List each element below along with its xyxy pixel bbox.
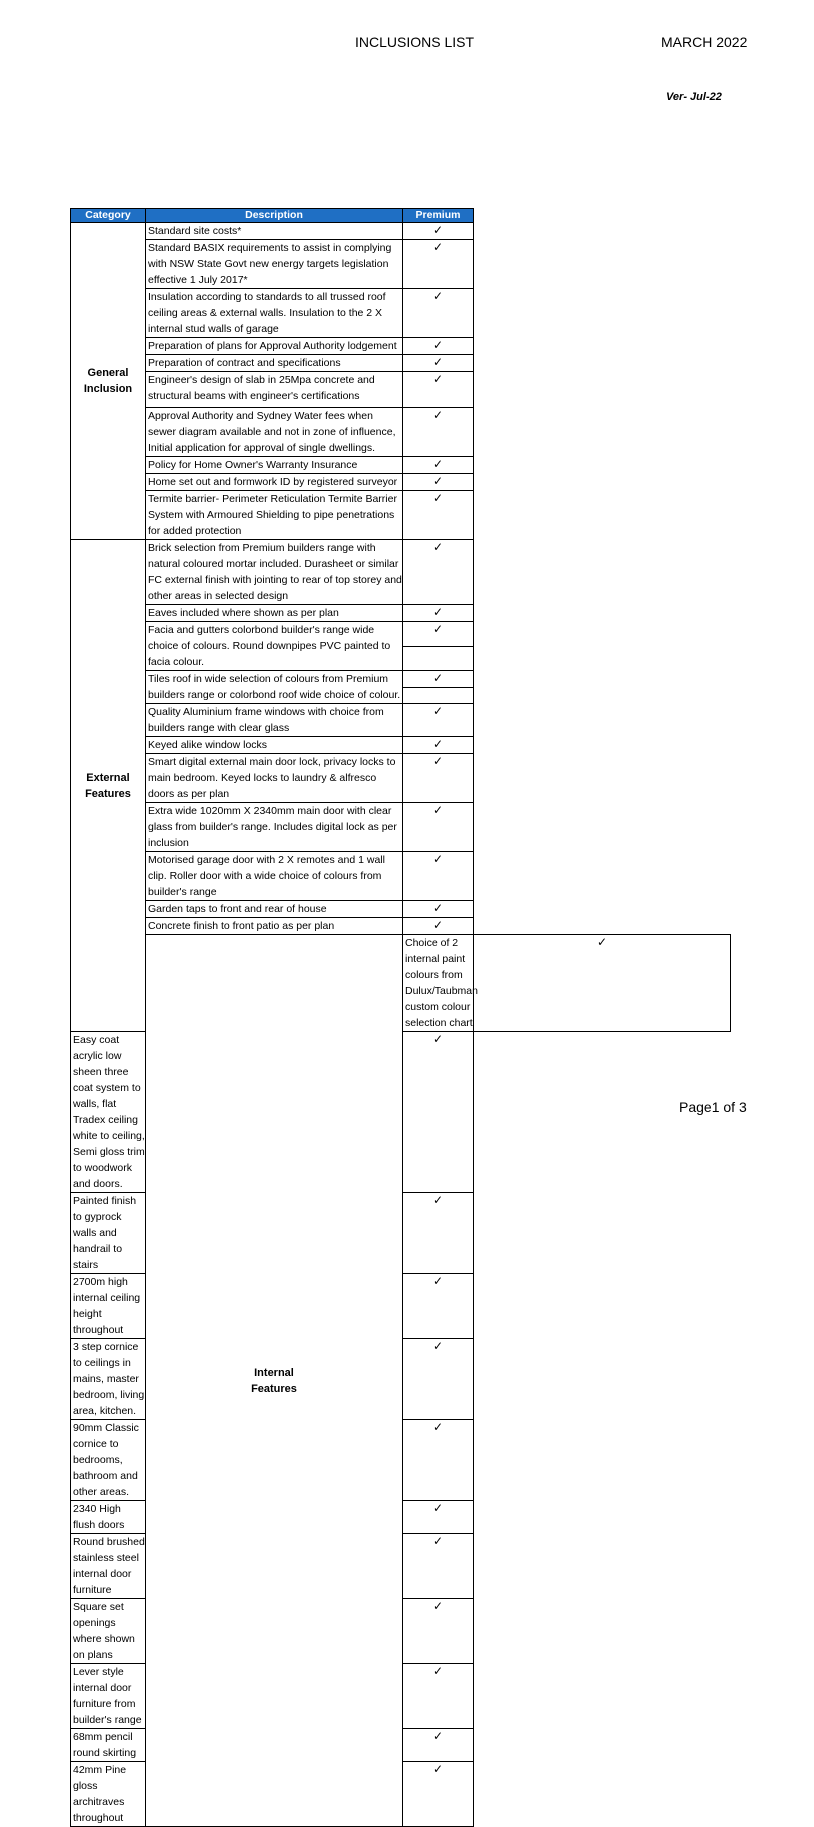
row-description: Preparation of contract and specifications <box>146 355 403 372</box>
premium-check: ✓ <box>403 1032 474 1193</box>
document-title: INCLUSIONS LIST <box>355 34 475 50</box>
premium-check: ✓ <box>403 457 474 474</box>
document-date: MARCH 2022 <box>661 34 748 50</box>
premium-check: ✓ <box>403 918 474 935</box>
table-row <box>71 605 731 622</box>
premium-check: ✓ <box>403 372 474 408</box>
row-description: Motorised garage door with 2 X remotes and 1 wall clip. Roller door with a wide choice of colours from builder's range <box>146 852 403 901</box>
premium-check: ✓ <box>403 1339 474 1420</box>
premium-check: ✓ <box>403 1501 474 1534</box>
row-description: Keyed alike window locks <box>146 737 403 754</box>
premium-check: ✓ <box>403 289 474 338</box>
row-description: Termite barrier- Perimeter Reticulation Termite Barrier System with Armoured Shielding to pipe penetrations for added protection <box>146 491 403 540</box>
row-description: 2700m high internal ceiling height throughout <box>71 1274 146 1339</box>
row-description: Eaves included where shown as per plan <box>146 605 403 622</box>
premium-check: ✓ <box>403 1274 474 1339</box>
premium-check: ✓ <box>474 935 731 1032</box>
header-premium: Premium <box>403 209 474 223</box>
row-description: Brick selection from Premium builders range with natural coloured mortar included. Durasheet or similar FC external finish with jointing to rear of top storey and other areas in selected design <box>146 540 403 605</box>
row-description: Painted finish to gyprock walls and handrail to stairs <box>71 1193 146 1274</box>
premium-check: ✓ <box>403 240 474 289</box>
category-internal: Internal Features <box>146 935 403 1827</box>
table-row <box>71 737 731 754</box>
premium-check: ✓ <box>403 1729 474 1762</box>
premium-check: ✓ <box>403 408 474 457</box>
premium-check: ✓ <box>403 1599 474 1664</box>
row-description: 68mm pencil round skirting <box>71 1729 146 1762</box>
row-description: Standard BASIX requirements to assist in complying with NSW State Govt new energy targets legislation effective 1 July 2017* <box>146 240 403 289</box>
table-row <box>71 622 731 647</box>
table-row <box>71 355 731 372</box>
table-row <box>71 704 731 737</box>
table-row <box>71 289 731 338</box>
row-description: 2340 High flush doors <box>71 1501 146 1534</box>
version-label: Ver- Jul-22 <box>666 91 722 103</box>
table-row <box>71 240 731 289</box>
row-description: Engineer's design of slab in 25Mpa concrete and structural beams with engineer's certifications <box>146 372 403 408</box>
header-description: Description <box>146 209 403 223</box>
premium-check: ✓ <box>403 737 474 754</box>
premium-empty-cell <box>403 646 474 671</box>
table-row <box>71 223 731 240</box>
table-row <box>71 540 731 605</box>
premium-check: ✓ <box>403 605 474 622</box>
premium-check: ✓ <box>403 852 474 901</box>
table-row <box>71 852 731 901</box>
premium-check: ✓ <box>403 803 474 852</box>
inclusions-table <box>70 208 731 1827</box>
row-description: Garden taps to front and rear of house <box>146 901 403 918</box>
table-row <box>71 901 731 918</box>
table-row <box>71 474 731 491</box>
table-row <box>71 372 731 408</box>
premium-check: ✓ <box>403 491 474 540</box>
row-description: Lever style internal door furniture from builder's range <box>71 1664 146 1729</box>
row-description: Concrete finish to front patio as per plan <box>146 918 403 935</box>
row-description: Standard site costs* <box>146 223 403 240</box>
premium-check: ✓ <box>403 540 474 605</box>
row-description: Home set out and formwork ID by registered surveyor <box>146 474 403 491</box>
row-description: Easy coat acrylic low sheen three coat system to walls, flat Tradex ceiling white to ceiling, Semi gloss trim to woodwork and doors. <box>71 1032 146 1193</box>
table-row <box>71 408 731 457</box>
row-description: Approval Authority and Sydney Water fees when sewer diagram available and not in zone of influence, Initial application for approval of single dwellings. <box>146 408 403 457</box>
table-row <box>71 754 731 803</box>
premium-check: ✓ <box>403 622 474 647</box>
category-general: General Inclusion <box>71 223 146 540</box>
premium-check: ✓ <box>403 704 474 737</box>
row-description: 42mm Pine gloss architraves throughout <box>71 1762 146 1827</box>
row-description: Choice of 2 internal paint colours from Dulux/Taubman custom colour selection chart <box>403 935 474 1032</box>
row-description: Policy for Home Owner's Warranty Insurance <box>146 457 403 474</box>
premium-check: ✓ <box>403 223 474 240</box>
row-description: Insulation according to standards to all trussed roof ceiling areas & external walls. Insulation to the 2 X internal stud walls of garage <box>146 289 403 338</box>
table-row <box>71 338 731 355</box>
row-description: 90mm Classic cornice to bedrooms, bathroom and other areas. <box>71 1420 146 1501</box>
row-description: Square set openings where shown on plans <box>71 1599 146 1664</box>
row-description: Round brushed stainless steel internal door furniture <box>71 1534 146 1599</box>
table-row <box>71 803 731 852</box>
premium-check: ✓ <box>403 754 474 803</box>
row-description: Smart digital external main door lock, privacy locks to main bedroom. Keyed locks to laundry & alfresco doors as per plan <box>146 754 403 803</box>
premium-check: ✓ <box>403 338 474 355</box>
row-description: Quality Aluminium frame windows with choice from builders range with clear glass <box>146 704 403 737</box>
premium-check: ✓ <box>403 671 474 688</box>
table-row <box>71 935 731 1032</box>
table-row <box>71 457 731 474</box>
table-row <box>71 918 731 935</box>
premium-check: ✓ <box>403 474 474 491</box>
header-category: Category <box>71 209 146 223</box>
premium-check: ✓ <box>403 1420 474 1501</box>
premium-check: ✓ <box>403 1534 474 1599</box>
row-description: Tiles roof in wide selection of colours from Premium builders range or colorbond roof wide choice of colour. <box>146 671 403 704</box>
row-description: Extra wide 1020mm X 2340mm main door with clear glass from builder's range. Includes digital lock as per inclusion <box>146 803 403 852</box>
page-number: Page1 of 3 <box>679 1099 747 1115</box>
premium-check: ✓ <box>403 1664 474 1729</box>
premium-check: ✓ <box>403 355 474 372</box>
row-description: Facia and gutters colorbond builder's range wide choice of colours. Round downpipes PVC painted to facia colour. <box>146 622 403 671</box>
premium-check: ✓ <box>403 901 474 918</box>
row-description: 3 step cornice to ceilings in mains, master bedroom, living area, kitchen. <box>71 1339 146 1420</box>
premium-check: ✓ <box>403 1193 474 1274</box>
row-description: Preparation of plans for Approval Authority lodgement <box>146 338 403 355</box>
premium-empty-cell <box>403 687 474 704</box>
table-row <box>71 491 731 540</box>
table-row <box>71 671 731 688</box>
table-header-row <box>71 209 731 223</box>
category-external: External Features <box>71 540 146 1032</box>
premium-check: ✓ <box>403 1762 474 1827</box>
